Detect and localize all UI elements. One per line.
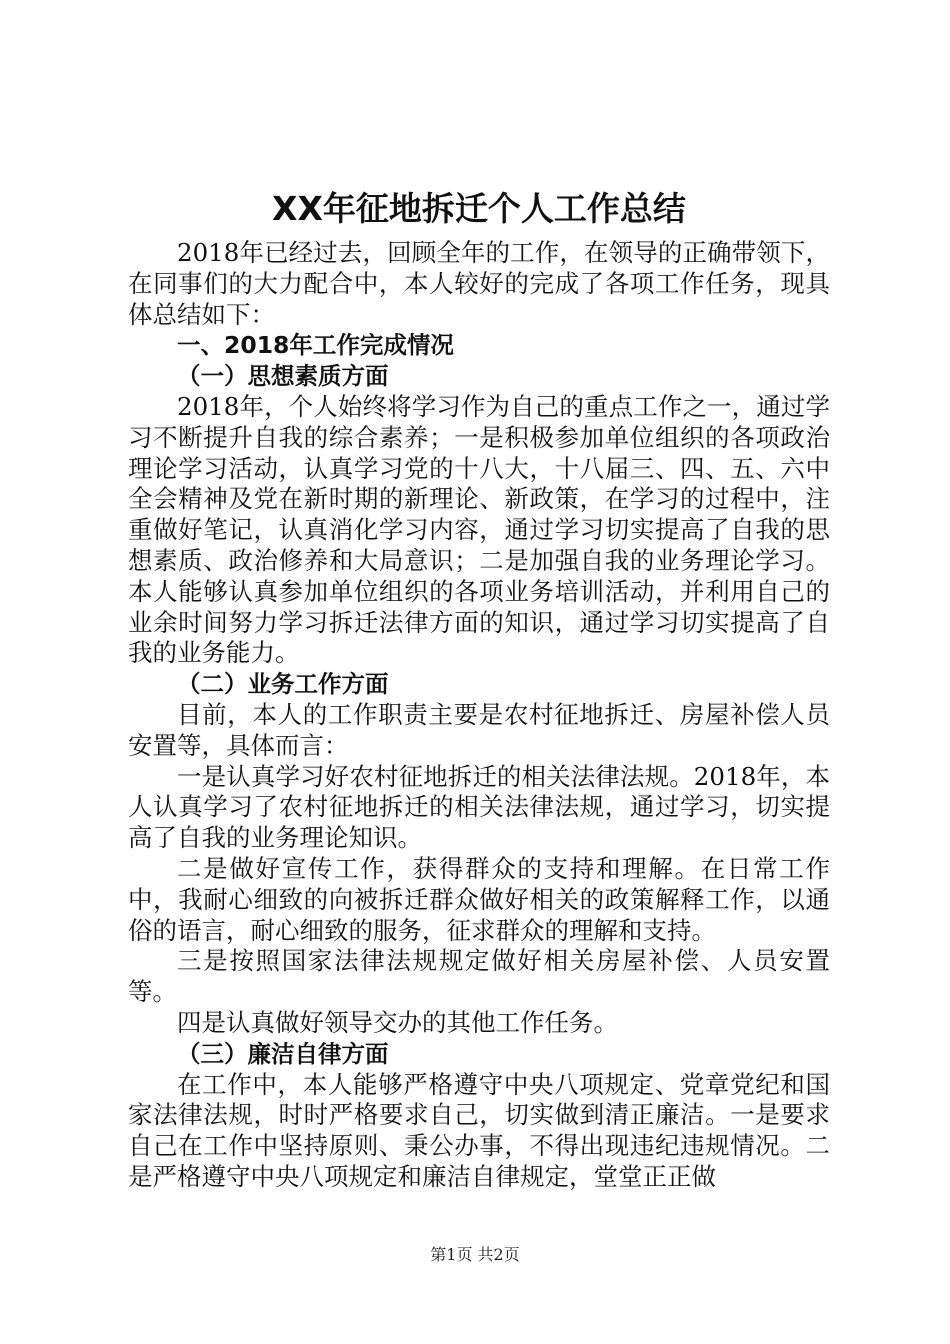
subsection-heading-ideology: （一）思想素质方面 [177,362,389,391]
paragraph-business-item-3: 三是按照国家法律法规规定做好相关房屋补偿、人员安置等。 [128,946,830,1007]
paragraph-business-item-2: 二是做好宣传工作，获得群众的支持和理解。在日常工作中，我耐心细致的向被拆迁群众做好相关的政策解释工作，以通俗的语言，耐心细致的服务，征求群众的理解和支持。 [128,853,830,945]
page-number-footer: 第1页 共2页 [430,1245,520,1264]
paragraph-business-item-1: 一是认真学习好农村征地拆迁的相关法律法规。2018年，本人认真学习了农村征地拆迁的相关法律法规，通过学习，切实提高了自我的业务理论知识。 [128,761,830,853]
paragraph-ideology: 2018年，个人始终将学习作为自己的重点工作之一，通过学习不断提升自我的综合素养；一是积极参加单位组织的各项政治理论学习活动，认真学习党的十八大，十八届三、四、五、六中全会精神及党在新时期的新理论、新政策，在学习的过程中，注重做好笔记，认真消化学习内容，通过学习切实提高了自我的思想素质、政治修养和大局意识；二是加强自我的业务理论学习。本人能够认真参加单位组织的各项业务培训活动，并利用自己的业余时间努力学习拆迁法律方面的知识，通过学习切实提高了自我的业务能力。 [128,391,830,668]
subsection-heading-integrity: （三）廉洁自律方面 [177,1039,389,1068]
intro-paragraph: 2018年已经过去，回顾全年的工作，在领导的正确带领下，在同事们的大力配合中，本人较好的完成了各项工作任务，现具体总结如下： [128,238,830,329]
subsection-heading-business: （二）业务工作方面 [177,670,389,699]
document-title: XX年征地拆迁个人工作总结 [272,189,686,228]
document-body [128,186,830,1193]
paragraph-business-duties: 目前，本人的工作职责主要是农村征地拆迁、房屋补偿人员安置等，具体而言： [128,699,830,760]
section-heading-1: 一、2018年工作完成情况 [177,331,454,360]
paragraph-business-item-4: 四是认真做好领导交办的其他工作任务。 [177,1007,618,1037]
paragraph-integrity: 在工作中，本人能够严格遵守中央八项规定、党章党纪和国家法律法规，时时严格要求自己，切实做到清正廉洁。一是要求自己在工作中坚持原则、秉公办事，不得出现违纪违规情况。二是严格遵守中央八项规定和廉洁自律规定，堂堂正正做 [128,1069,830,1191]
